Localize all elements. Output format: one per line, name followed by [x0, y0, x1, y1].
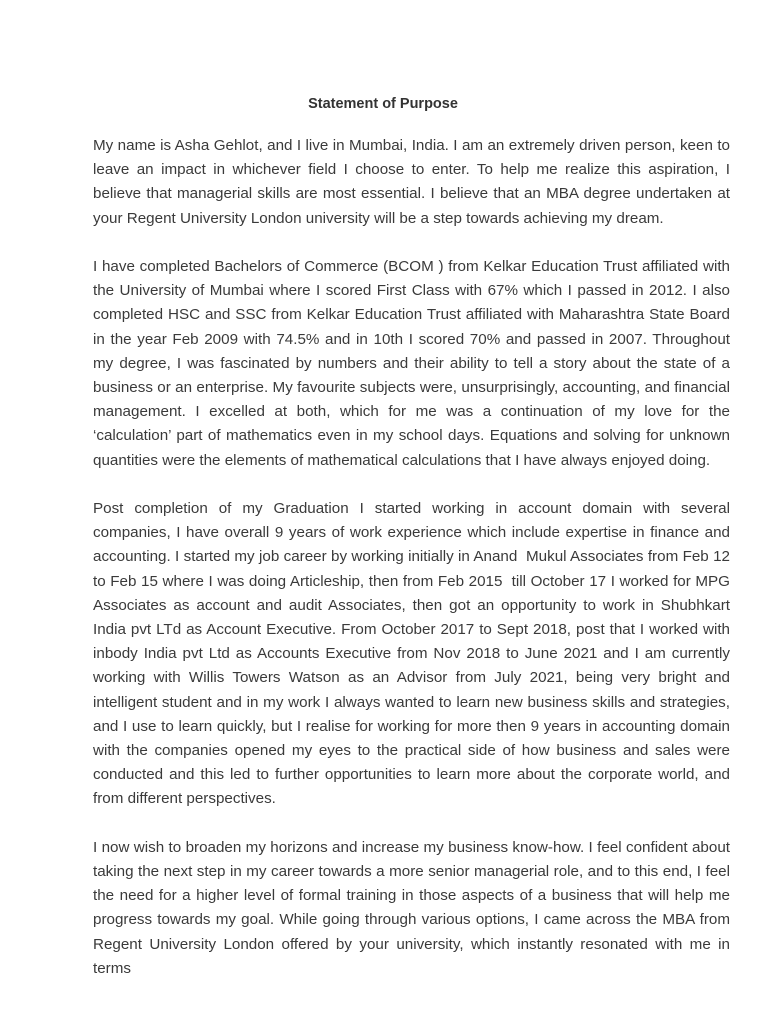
paragraph-work-experience: Post completion of my Graduation I started working in account domain with several companies, I have overall 9 years of work experience which include expertise in finance and accounting. I started my job career by working initially in Anand Mukul Associates from Feb 12 to Feb 15 where I was doing Articleship, then from Feb 2015 till October 17 I worked for MPG Associates as account and audit Associates, then got an opportunity to work in Shubhkart India pvt LTd as Account Executive. From October 2017 to Sept 2018, post that I worked with inbody India pvt Ltd as Accounts Executive from Nov 2018 to June 2021 and I am currently working with Willis Towers Watson as an Advisor from July 2021, being very bright and intelligent student and in my work I always wanted to learn new business skills and strategies, and I use to learn quickly, but I realise for working for more then 9 years in accounting domain with the companies opened my eyes to the practical side of how business and sales were conducted and this led to further opportunities to learn more about the corporate world, and from different perspectives. — [93, 500, 735, 808]
paragraph-education: I have completed Bachelors of Commerce (BCOM ) from Kelkar Education Trust affiliated with the University of Mumbai where I scored First Class with 67% which I passed in 2012. I also completed HSC and SSC from Kelkar Education Trust affiliated with Maharashtra State Board in the year Feb 2009 with 74.5% and in 10th I scored 70% and passed in 2007. Throughout my degree, I was fascinated by numbers and their ability to tell a story about the state of a business or an enterprise. My favourite subjects were, unsurprisingly, accounting, and financial management. I excelled at both, which for me was a continuation of my love for the ‘calculation’ part of mathematics even in my school days. Equations and solving for unknown quantities were the elements of mathematical calculations that I have always enjoyed doing. — [93, 258, 735, 469]
paragraph-introduction: My name is Asha Gehlot, and I live in Mumbai, India. I am an extremely driven person, keen to leave an impact in whichever field I choose to enter. To help me realize this aspiration, I believe that managerial skills are most essential. I believe that an MBA degree undertaken at your Regent University London university will be a step towards achieving my dream. — [93, 137, 735, 227]
document-body — [93, 134, 735, 1005]
document-title: Statement of Purpose — [308, 96, 458, 112]
paragraph-goals: I now wish to broaden my horizons and increase my business know-how. I feel confident about taking the next step in my career towards a more senior managerial role, and to this end, I feel the need for a higher level of formal training in those aspects of a business that will help me progress towards my goal. While going through various options, I came across the MBA from Regent University London offered by your university, which instantly resonated with me in terms — [93, 838, 735, 977]
